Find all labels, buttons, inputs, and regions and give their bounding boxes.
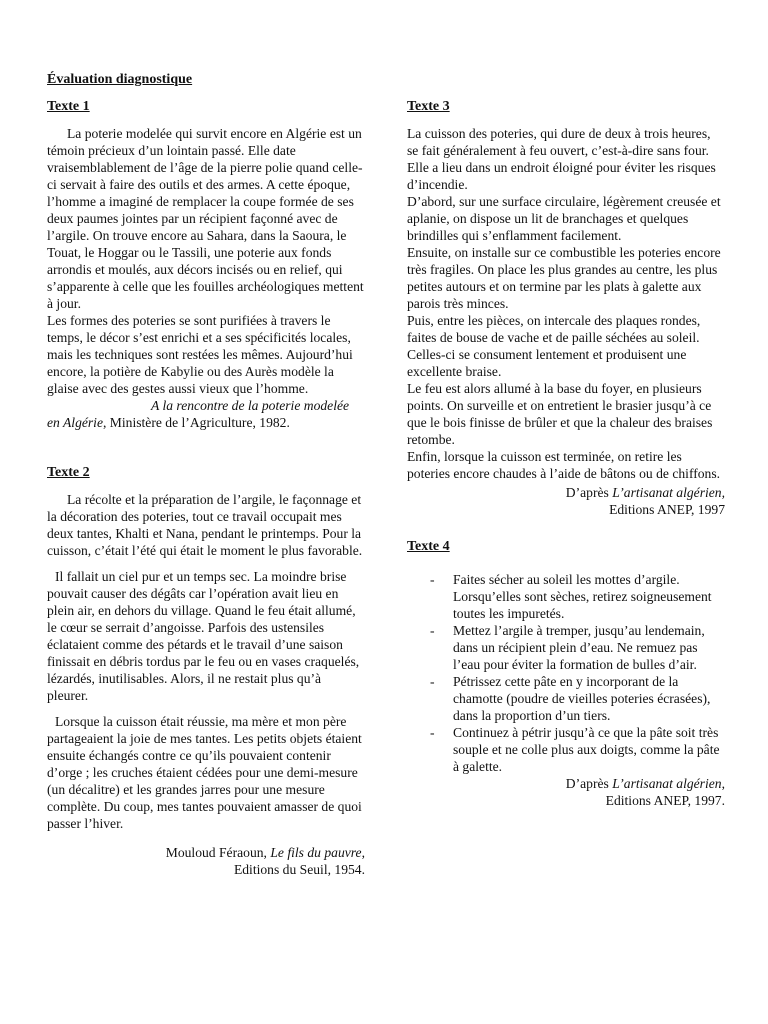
texte1-source-rest: , Ministère de l’Agriculture, 1982.	[103, 415, 290, 430]
texte4-heading: Texte 4	[407, 539, 450, 554]
texte2-heading: Texte 2	[47, 465, 90, 480]
texte4-source-publisher: Editions ANEP, 1997.	[605, 793, 725, 808]
texte1-section	[47, 98, 365, 431]
texte3-paragraph-1: La cuisson des poteries, qui dure de deux à trois heures, se fait généralement à feu ouvert, c’est-à-dire sans four. Elle a lieu dans un endroit éloigné pour éviter les risques d’incendie.	[407, 126, 716, 192]
list-item: - Mettez l’argile à tremper, jusqu’au lendemain, dans un récipient plein d’eau. Ne remuez pas l’eau pour éviter la formation de bulles d’air.	[430, 622, 725, 673]
texte3-heading: Texte 3	[407, 99, 450, 114]
texte3-source-line-1	[407, 484, 725, 501]
texte2-section	[47, 464, 365, 878]
texte3-source-title: L’artisanat algérien,	[612, 485, 725, 500]
texte3-source-publisher: Editions ANEP, 1997	[609, 502, 725, 517]
texte3-paragraph-3: Ensuite, on installe sur ce combustible les poteries encore très fragiles. On place les plus grandes au centre, les plus petites autours et on termine par les plats à galette aux parois très minces.	[407, 245, 721, 311]
texte1-source	[47, 397, 365, 431]
texte2-source-line-1	[47, 844, 365, 861]
texte3-section	[407, 98, 725, 518]
texte2-paragraph-1: La récolte et la préparation de l’argile, le façonnage et la décoration des poteries, tout ce travail occupait mes deux tantes, Khalti et Nana, pendant le printemps. Pour la cuisson, c’était l’été qui était le moment le plus favorable.	[47, 492, 363, 558]
texte3-paragraph-4: Puis, entre les pièces, on intercale des plaques rondes, faites de bouse de vache et de paille séchées au soleil. Celles-ci se consument lentement et produisent une excellente braise.	[407, 313, 701, 379]
texte2-source-title: Le fils du pauvre	[270, 845, 362, 860]
texte4-source-comma: ,	[721, 776, 725, 791]
texte2-source-author: Mouloud Féraoun,	[165, 845, 271, 860]
list-item: - Continuez à pétrir jusqu’à ce que la pâte soit très souple et ne colle plus aux doigts, comme la pâte à galette.	[430, 724, 725, 775]
list-item: - Pétrissez cette pâte en y incorporant de la chamotte (poudre de vieilles poteries écrasées), dans la proportion d’un tiers.	[430, 673, 725, 724]
texte1-paragraph-1: La poterie modelée qui survit encore en Algérie est un témoin précieux d’un lointain passé. Elle date vraisemblablement de l’âge de la pierre polie quand celle-ci servait à faire des outils et des armes. A cette époque, l’homme a imaginé de remplacer la coupe formée de ses deux paumes jointes par un récipient façonné avec de l’argile. On trouve encore au Sahara, dans la Saoura, le Touat, le Hoggar ou le Tassili, une poterie aux fonds arrondis et moulés, aux décors incisés ou en relief, qui s’apparente à celle que les fouilles archéologiques mettent à jour.	[47, 126, 364, 311]
texte3-source-prefix: D’après	[565, 485, 613, 500]
texte4-source-title: L’artisanat algérien	[612, 776, 722, 791]
texte1-source-title: A la rencontre de la poterie modelée en Algérie	[47, 398, 350, 430]
page-title: Évaluation diagnostique	[47, 72, 193, 87]
texte2-source-publisher: Editions du Seuil, 1954.	[233, 862, 365, 877]
texte1-heading: Texte 1	[47, 99, 90, 114]
texte4-source-prefix: D’après	[565, 776, 613, 791]
texte3-paragraph-6: Enfin, lorsque la cuisson est terminée, on retire les poteries encore chaudes à l’aide de bâtons ou de chiffons.	[407, 449, 721, 481]
list-item: - Faites sécher au soleil les mottes d’argile. Lorsqu’elles sont sèches, retirez soigneusement toutes les impuretés.	[430, 571, 725, 622]
texte3-paragraph-2: D’abord, sur une surface circulaire, légèrement creusée et aplanie, on dispose un lit de branchages et quelques brindilles qui s’enflamment facilement.	[407, 194, 721, 243]
texte4-steps-list	[407, 571, 725, 775]
texte1-paragraph-2: Les formes des poteries se sont purifiées à travers le temps, le décor s’est enrichi et a ses spécificités locales, mais les techniques sont restées les mêmes. Aujourd’hui encore, la potière de Kabylie ou des Aurès modèle la glaise avec des gestes aussi vieux que l’homme.	[47, 313, 353, 396]
texte2-paragraph-3: Lorsque la cuisson était réussie, ma mère et mon père partageaient la joie de mes tantes. Les petits objets étaient ensuite échangés contre ce qu’ils pouvaient contenir d’orge ; les cruches étaient cédées pour une demi-mesure (un décalitre) et les grandes jarres pour une mesure complète. Du coup, mes tantes pouvaient amasser de quoi passer l’hiver.	[47, 714, 362, 831]
texte2-source-comma: ,	[361, 845, 365, 860]
texte4-section	[407, 538, 725, 809]
right-column	[407, 98, 725, 809]
left-column	[47, 98, 365, 878]
texte4-source-line-1	[407, 775, 725, 792]
texte2-paragraph-2: Il fallait un ciel pur et un temps sec. La moindre brise pouvait causer des dégâts car l’opération avait lieu en plein air, en dehors du village. Quand le feu était allumé, le cœur se serrait d’angoisse. Parfois des ustensiles éclataient comme des pétards et le travail d’une saison finissait en débris tordus par le feu ou en vases craquelés, lézardés, inutilisables. Alors, il ne restait plus qu’à pleurer.	[47, 569, 360, 703]
texte3-paragraph-5: Le feu est alors allumé à la base du foyer, en plusieurs points. On surveille et on entretient le brasier jusqu’à ce que le bois finisse de brûler et que la chaleur des braises retombe.	[407, 381, 713, 447]
